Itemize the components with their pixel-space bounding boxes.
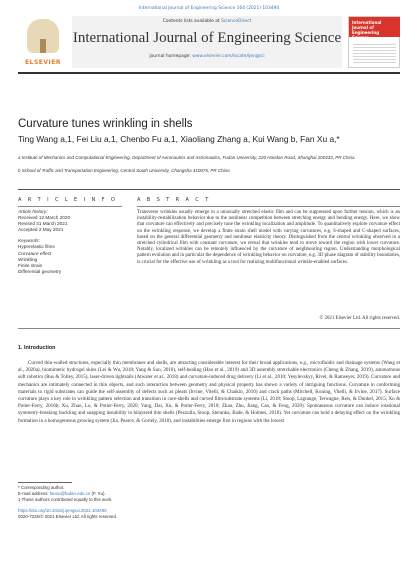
journal-name: International Journal of Engineering Science [72,30,342,46]
contents-prefix: Contents lists available at [162,19,222,24]
email-prefix: E-mail address: [18,491,50,496]
paper-title: Curvature tunes wrinkling in shells [18,118,193,130]
revised-date: Revised 31 March 2021 [18,221,68,227]
homepage-prefix: journal homepage: [149,54,193,59]
accepted-date: Accepted 2 May 2021 [18,227,64,233]
abstract-text: Transverse wrinkles usually emerge in a uniaxially stretched elastic film and can be suppressed upon further tension, which is an instability-restabilization behavior due to the nonlinear competition between stretching energy and bending energy. Here, we show that curvature can effectively and precisely tune the wrinkling localization and amplitude. To quantitatively explore curvature effect on the wrinkling response, we develop a finite strain shell model with varying curvatures, e.g. S-shaped and C-shaped surfaces, based on the general differential geometry and nonlinear elasticity theory. Distinguished from the central wrinkling observed in a stretched cylindrical film with constant curvature, we reveal that wrinkles tend to move toward the region with lower curvature. Notably, localized wrinkles can be remotely influenced by the curvature of neighbouring region. Understanding morphological pattern evolution and in particular the dependence of wrinkling behavior on curvature, e.g. 3D phase diagram of stability boundaries, is crucial for the effective use of wrinkling as a tool for realizing multifunctional wrinkle-enabled surfaces. [137,210,400,265]
doi-link[interactable]: https://doi.org/10.1016/j.ijengsci.2021.103490 [18,508,107,513]
doi-block [18,508,400,520]
homepage-line [72,54,342,59]
elsevier-logo-text: ELSEVIER [25,59,61,66]
article-info-heading: A R T I C L E I N F O [18,197,118,203]
journal-homepage-link[interactable]: www.elsevier.com/locate/ijengsci [192,54,265,59]
keyword: Hyperelastic films [18,244,55,250]
email-link[interactable]: fanxu@fudan.edu.cn [49,491,91,496]
article-info [18,209,122,275]
journal-title-block [72,16,342,68]
sciencedirect-link[interactable]: ScienceDirect [221,19,252,24]
footnotes [18,485,400,503]
article-info-rule [18,206,122,207]
elsevier-logo[interactable] [18,16,68,68]
keyword: Curvature effect [18,250,52,256]
keywords-label: Keywords: [18,238,40,244]
cover-title: International Journal of Engineering Science [352,20,382,40]
elsevier-tree-icon [27,19,59,53]
abstract-heading: A B S T R A C T [137,197,211,203]
keyword: Differential geometry [18,268,62,274]
section-rule [18,189,400,190]
equal-contribution-note: 1 These authors contributed equally to this work. [18,497,113,502]
affiliation-a: a Institute of Mechanics and Computational Engineering, Department of Aeronautics and Astronautics, Fudan University, 220 Handan Road, Shanghai 200433, PR China [18,155,355,160]
keyword: Wrinkling [18,256,38,262]
copyright-notice: © 2021 Elsevier Ltd. All rights reserved. [319,316,400,321]
corresponding-author-note: * Corresponding author. [18,485,65,490]
issn-line: 0020-7225/© 2021 Elsevier Ltd. All rights reserved. [18,514,118,519]
history-label: Article history: [18,209,48,214]
abstract-rule [137,206,400,207]
header-rule [18,72,400,74]
introduction-text: Curved thin-walled structures, especially thin membranes and shells, are attracting considerable interest for their broad applications, e.g., microfluidic and drainage systems (Wang et al., 2020a), biomimetic hydrogel skins (Lei & Wu, 2018; Yang & Suo, 2018), self-healing (Hao et al., 2019) and 3D assembly stretchable electronics (Cheng & Zhang, 2019), autonomous soft robotics (Rus & Tolley, 2015), laser-driven lightsails (Atwater et al., 2018) and curvature-induced drug delivery (Li et al., 2010; Yesylevskyy, Rivel, & Ramseyer, 2019). Curvature and mechanics are intimately connected in thin objects, and such interaction between geometry and physical property has shown a variety of intriguing functions. Curvature in conforming materials to rigid substrates can guide the self-assembly of defects such as pleats (Irvine, Vitelli, & Chaikin, 2010) and crack paths (Mitchell, Koning, Vitelli, & Irvine, 2017). Surface curvature plays a key role in wrinkling pattern selection and transition in core-shells and curved film/substrate systems (Li, 2018; Stoop, Lagrange, Terwagne, Reis, & Dunkel, 2015; Xu & Potier-Ferry, 2016b; Xu, Zhao, Lu, & Potier-Ferry, 2020; Yang, Dai, Xu, & Potier-Ferry, 2018; Zhao, Zhu, Jiang, Cao, & Feng, 2020). Spontaneous curvature can induce rotational symmetry-breaking buckling and snapping instability in bilayered thin shells (Pezzulla, Stoop, Steranka, Bade, & Holmes, 2018). Yet curvature can hold a delaying effect on the wrinkling formation in a homogeneous growing system (Jia, Pearce, & Goriely, 2018), and instabilities emerge first in regions with the lowest [18,360,400,424]
cover-lines [353,42,396,64]
contents-line [72,19,342,24]
email-suffix: (F. Xu). [90,491,106,496]
introduction-heading: 1. Introduction [18,345,56,351]
journal-cover-thumbnail[interactable] [348,16,400,68]
journal-reference[interactable]: International Journal of Engineering Science 164 (2021) 103490 [138,6,280,11]
keyword: Finite strain [18,262,43,268]
footnote-rule [18,482,72,483]
masthead [18,16,400,68]
abstract-bottom-rule [18,328,400,329]
affiliation-b: b School of Traffic and Transportation Engineering, Central South University, Changsha 410075, PR China [18,168,230,173]
author-list[interactable]: Ting Wang a,1, Fei Liu a,1, Chenbo Fu a,1, Xiaoliang Zhang a, Kui Wang b, Fan Xu a,* [18,134,340,144]
received-date: Received 12 March 2020 [18,215,71,221]
